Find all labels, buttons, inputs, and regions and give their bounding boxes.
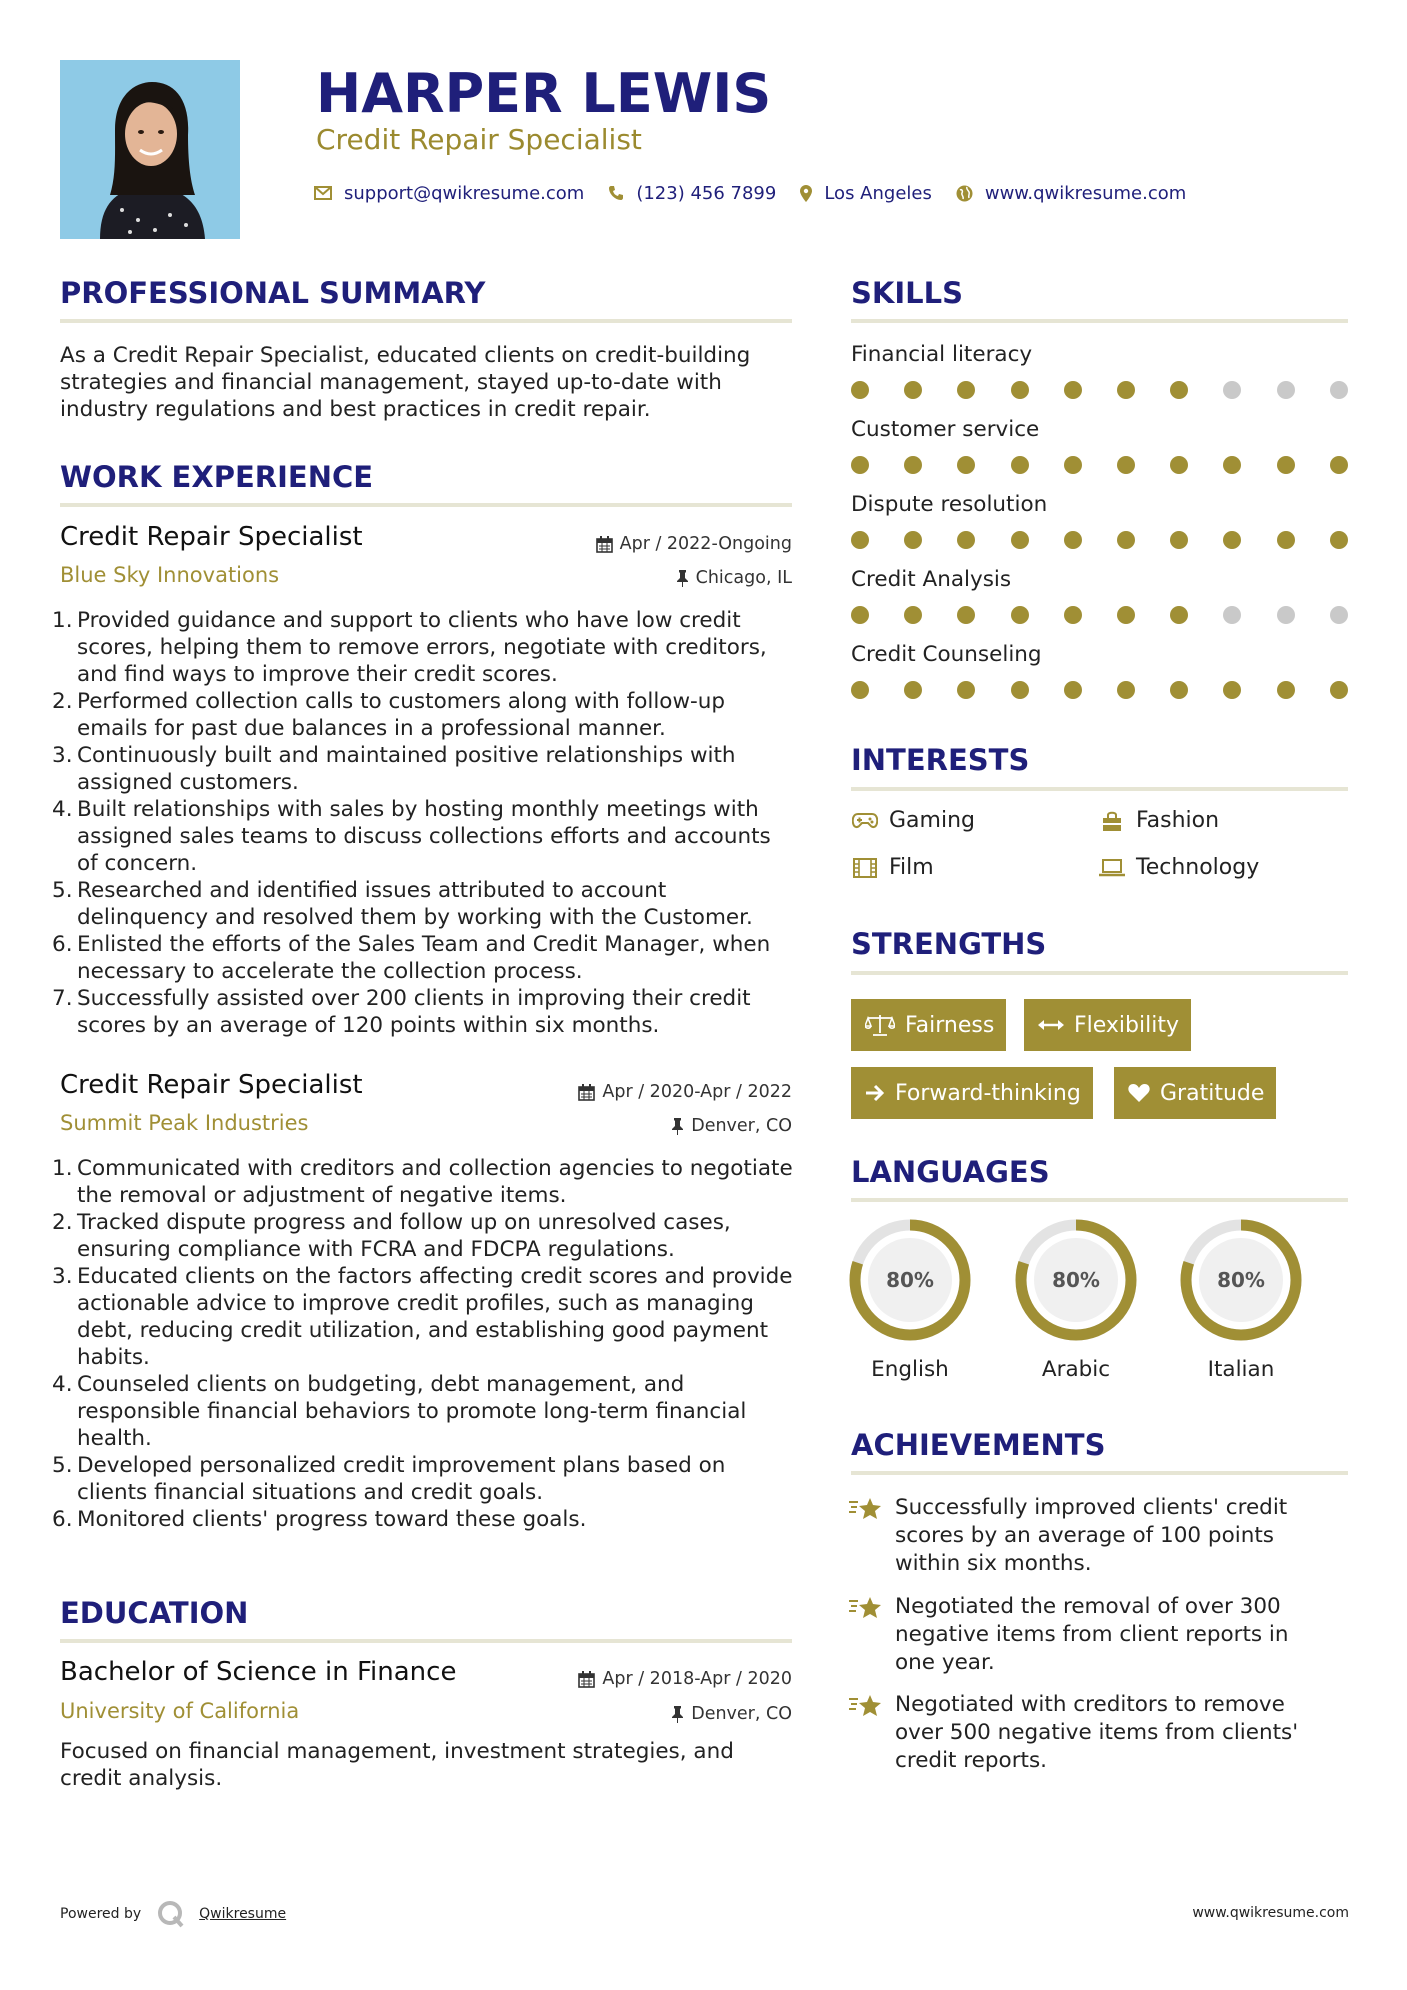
rating-dot-filled (851, 681, 869, 699)
shooting-star-icon (849, 1691, 883, 1775)
list-item: Communicated with creditors and collection agencies to negotiate the removal or adjustment of negative items. (77, 1156, 793, 1208)
rating-dot-filled (957, 381, 975, 399)
rating-dot-filled (1011, 456, 1029, 474)
interest-label: Gaming (889, 808, 975, 833)
rating-dot-filled (1117, 606, 1135, 624)
rating-dot-filled (1170, 456, 1188, 474)
map-marker-icon (800, 185, 812, 202)
pushpin-icon (671, 1118, 684, 1135)
education-degree: Bachelor of Science in Finance (60, 1657, 457, 1687)
job-location (671, 1116, 792, 1136)
achievement-item (849, 1691, 1329, 1775)
rating-dot-filled (1223, 456, 1241, 474)
pushpin-icon (676, 570, 689, 587)
envelope-icon (314, 186, 332, 200)
education-divider (60, 1639, 792, 1643)
summary-divider (60, 319, 792, 323)
achievements-heading: ACHIEVEMENTS (851, 1428, 1106, 1462)
skill-rating (851, 606, 1348, 624)
balance-scale-icon (865, 1014, 895, 1036)
shooting-star-icon (849, 1494, 883, 1578)
globe-icon (956, 185, 973, 202)
rating-dot-filled (1330, 456, 1348, 474)
contact-bar (314, 178, 1210, 208)
job-duties-list (52, 1155, 796, 1533)
education-description: Focused on financial management, investment strategies, and credit analysis. (60, 1739, 734, 1791)
rating-dot-filled (1277, 456, 1295, 474)
rating-dot-filled (1064, 681, 1082, 699)
shopping-bag-icon (1098, 810, 1126, 832)
qwikresume-logo-icon (157, 1900, 185, 1928)
rating-dot-filled (1117, 531, 1135, 549)
film-icon (851, 857, 879, 879)
arrow-right-icon (865, 1084, 885, 1102)
job-dates (578, 1082, 792, 1102)
job-title: Credit Repair Specialist (60, 1070, 363, 1100)
rating-dot-filled (957, 606, 975, 624)
achievement-item (849, 1494, 1329, 1578)
language-name: Arabic (1041, 1357, 1111, 1382)
rating-dot-filled (1011, 606, 1029, 624)
gauge-percent-label: 80% (1217, 1268, 1265, 1292)
rating-dot-filled (957, 681, 975, 699)
skill-name: Credit Counseling (851, 642, 1042, 667)
rating-dot-filled (1223, 531, 1241, 549)
languages-heading: LANGUAGES (851, 1155, 1050, 1189)
strength-label: Gratitude (1160, 1080, 1265, 1106)
language-gauge (1180, 1219, 1302, 1345)
interest-item (1098, 855, 1259, 880)
list-item: Continuously built and maintained positive relationships with assigned customers. (77, 743, 736, 795)
job-title: Credit Repair Specialist (60, 522, 363, 552)
rating-dot-filled (851, 606, 869, 624)
pushpin-icon (671, 1706, 684, 1723)
rating-dot-empty (1223, 381, 1241, 399)
interests-heading: INTERESTS (851, 743, 1030, 777)
skill-rating (851, 681, 1348, 699)
rating-dot-filled (1064, 381, 1082, 399)
list-item: Enlisted the efforts of the Sales Team and Credit Manager, when necessary to accelerate the collection process. (77, 932, 771, 984)
rating-dot-filled (957, 456, 975, 474)
job-company: Blue Sky Innovations (60, 563, 280, 587)
person-portrait-icon (60, 60, 240, 239)
strength-label: Flexibility (1074, 1012, 1179, 1038)
contact-website[interactable]: www.qwikresume.com (984, 182, 1187, 204)
heart-icon (1128, 1083, 1150, 1103)
rating-dot-filled (1223, 681, 1241, 699)
experience-heading: WORK EXPERIENCE (60, 460, 374, 494)
powered-by-text: Powered by (60, 1906, 142, 1922)
rating-dot-filled (851, 531, 869, 549)
calendar-icon (596, 536, 613, 553)
list-item: Tracked dispute progress and follow up on unresolved cases, ensuring compliance with FCRA and FDCPA regulations. (77, 1210, 731, 1262)
strengths-divider (851, 971, 1348, 975)
rating-dot-empty (1223, 606, 1241, 624)
footer-brand-link[interactable]: Qwikresume (199, 1906, 287, 1922)
experience-divider (60, 503, 792, 507)
job-location (676, 568, 792, 588)
profile-photo (60, 60, 240, 239)
education-dates (578, 1669, 792, 1689)
list-item: Counseled clients on budgeting, debt management, and responsible financial behaviors to promote long-term financial health. (77, 1372, 747, 1451)
skill-name: Credit Analysis (851, 567, 1012, 592)
rating-dot-filled (1064, 456, 1082, 474)
job-dates (596, 534, 792, 554)
calendar-icon (578, 1084, 595, 1101)
laptop-icon (1098, 857, 1126, 879)
footer-powered-by (60, 1900, 286, 1928)
skills-divider (851, 319, 1348, 323)
strength-tag (851, 1067, 1093, 1119)
footer-website[interactable]: www.qwikresume.com (1192, 1905, 1349, 1921)
rating-dot-filled (851, 456, 869, 474)
strength-tag (1024, 999, 1191, 1051)
rating-dot-filled (1117, 681, 1135, 699)
rating-dot-filled (1011, 681, 1029, 699)
rating-dot-filled (1170, 531, 1188, 549)
contact-location: Los Angeles (824, 182, 932, 204)
rating-dot-filled (1330, 531, 1348, 549)
list-item: Researched and identified issues attributed to account delinquency and resolved them by working with the Customer. (77, 878, 753, 930)
rating-dot-filled (1330, 681, 1348, 699)
language-gauge (849, 1219, 971, 1345)
education-location-text: Denver, CO (691, 1704, 792, 1724)
strength-tag (851, 999, 1006, 1051)
arrows-horizontal-icon (1038, 1018, 1064, 1032)
list-item: Successfully assisted over 200 clients in improving their credit scores by an average of 120 points within six months. (77, 986, 751, 1038)
education-dates-text: Apr / 2018-Apr / 2020 (602, 1669, 792, 1689)
skills-heading: SKILLS (851, 276, 963, 310)
interest-item (851, 855, 934, 880)
language-name: Italian (1207, 1357, 1275, 1382)
skill-rating (851, 456, 1348, 474)
rating-dot-filled (904, 531, 922, 549)
interest-label: Fashion (1136, 808, 1220, 833)
skill-rating (851, 531, 1348, 549)
interest-label: Technology (1136, 855, 1260, 880)
phone-icon (608, 185, 624, 201)
language-name: English (871, 1357, 949, 1382)
rating-dot-filled (1170, 606, 1188, 624)
summary-text: As a Credit Repair Specialist, educated clients on credit-building strategies and financial management, stayed up-to-date with industry regulations and best practices in credit repair. (60, 343, 751, 422)
rating-dot-filled (1011, 531, 1029, 549)
skill-name: Dispute resolution (851, 492, 1048, 517)
contact-phone[interactable]: (123) 456 7899 (636, 182, 777, 204)
rating-dot-empty (1277, 381, 1295, 399)
strength-tag (1114, 1067, 1276, 1119)
job-location-text: Denver, CO (691, 1116, 792, 1136)
summary-heading: PROFESSIONAL SUMMARY (60, 276, 486, 310)
strength-label: Fairness (905, 1012, 995, 1038)
achievement-text: Negotiated the removal of over 300 negative items from client reports in one year. (895, 1594, 1289, 1675)
education-school: University of California (60, 1699, 300, 1723)
achievement-text: Successfully improved clients' credit scores by an average of 100 points within six months. (895, 1495, 1288, 1576)
interest-label: Film (889, 855, 934, 880)
rating-dot-filled (1011, 381, 1029, 399)
list-item: Performed collection calls to customers along with follow-up emails for past due balances in a professional manner. (77, 689, 726, 741)
rating-dot-filled (1277, 681, 1295, 699)
gauge-percent-label: 80% (886, 1268, 934, 1292)
language-gauge (1015, 1219, 1137, 1345)
contact-email[interactable]: support@qwikresume.com (344, 182, 585, 204)
list-item: Monitored clients' progress toward these goals. (77, 1507, 587, 1532)
calendar-icon (578, 1671, 595, 1688)
rating-dot-filled (957, 531, 975, 549)
candidate-title: Credit Repair Specialist (316, 123, 642, 156)
languages-divider (851, 1198, 1348, 1202)
interest-item (851, 808, 975, 833)
skill-name: Financial literacy (851, 342, 1033, 367)
interests-divider (851, 787, 1348, 791)
strengths-heading: STRENGTHS (851, 927, 1047, 961)
rating-dot-empty (1330, 381, 1348, 399)
job-company: Summit Peak Industries (60, 1111, 309, 1135)
achievements-divider (851, 1471, 1348, 1475)
rating-dot-filled (904, 606, 922, 624)
list-item: Developed personalized credit improvement plans based on clients financial situations and credit goals. (77, 1453, 726, 1505)
rating-dot-filled (1064, 606, 1082, 624)
rating-dot-filled (904, 381, 922, 399)
achievement-item (849, 1593, 1329, 1677)
education-heading: EDUCATION (60, 1596, 249, 1630)
rating-dot-filled (1170, 381, 1188, 399)
rating-dot-filled (1064, 531, 1082, 549)
education-location (671, 1704, 792, 1724)
job-duties-list (52, 607, 796, 1039)
job-dates-text: Apr / 2022-Ongoing (619, 534, 792, 554)
interest-item (1098, 808, 1219, 833)
rating-dot-filled (904, 681, 922, 699)
skill-rating (851, 381, 1348, 399)
list-item: Provided guidance and support to clients who have low credit scores, helping them to remove errors, negotiate with creditors, and find ways to improve their credit scores. (77, 608, 767, 687)
rating-dot-filled (1117, 456, 1135, 474)
rating-dot-filled (1170, 681, 1188, 699)
rating-dot-filled (851, 381, 869, 399)
list-item: Educated clients on the factors affecting credit scores and provide actionable advice to improve credit profiles, such as managing debt, reducing credit utilization, and establishing good payment habits. (77, 1264, 793, 1370)
rating-dot-filled (1117, 381, 1135, 399)
gamepad-icon (851, 810, 879, 832)
rating-dot-empty (1330, 606, 1348, 624)
shooting-star-icon (849, 1593, 883, 1677)
rating-dot-filled (1277, 531, 1295, 549)
rating-dot-filled (904, 456, 922, 474)
list-item: Built relationships with sales by hosting monthly meetings with assigned sales teams to discuss collections efforts and accounts of concern. (77, 797, 771, 876)
rating-dot-empty (1277, 606, 1295, 624)
job-location-text: Chicago, IL (695, 568, 792, 588)
job-dates-text: Apr / 2020-Apr / 2022 (602, 1082, 792, 1102)
strength-label: Forward-thinking (895, 1080, 1081, 1106)
gauge-percent-label: 80% (1052, 1268, 1100, 1292)
skill-name: Customer service (851, 417, 1040, 442)
candidate-name: HARPER LEWIS (316, 62, 772, 125)
achievement-text: Negotiated with creditors to remove over 500 negative items from clients' credit reports. (895, 1692, 1299, 1773)
